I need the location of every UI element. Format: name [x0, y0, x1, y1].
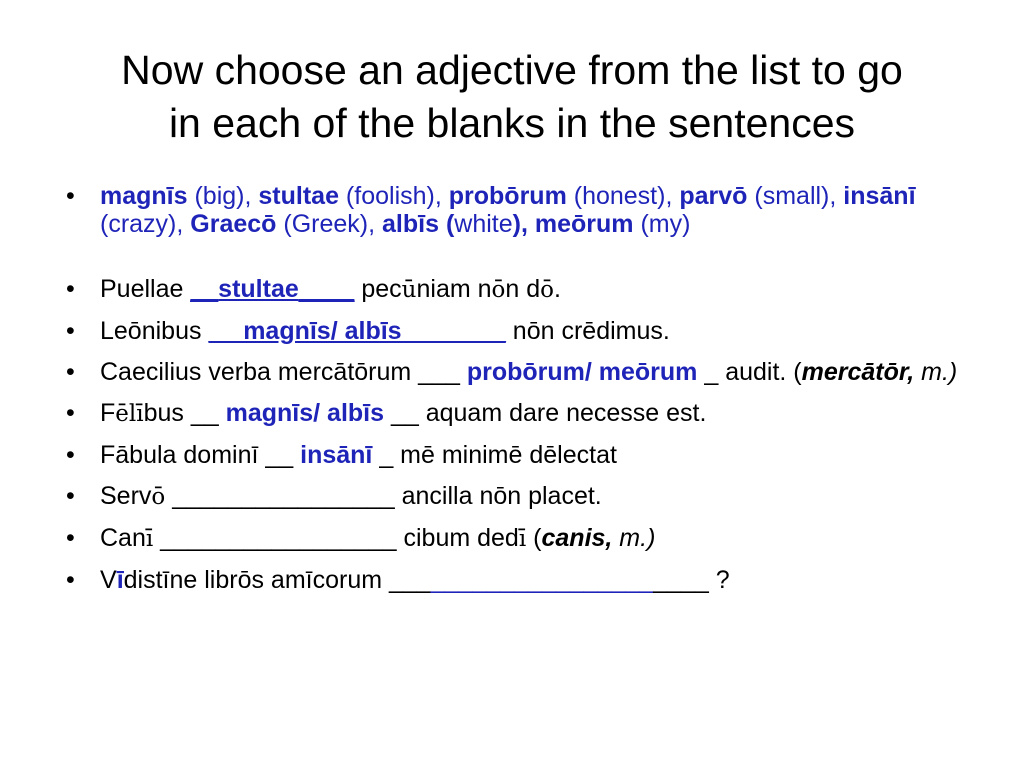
sentence-6	[60, 482, 960, 511]
s2-text-2: nōn crēdimus.	[505, 317, 670, 345]
sentence-2	[60, 317, 960, 345]
s8-text: V	[100, 566, 117, 594]
bullet-dot: •	[66, 275, 75, 303]
s8-blank-blue: ________________	[430, 566, 654, 594]
title-line-1: Now choose an adjective from the list to go	[121, 47, 903, 93]
s1-macron-2: ō	[491, 277, 506, 303]
s7-gloss-word: canis,	[541, 524, 613, 552]
meaning-white: white	[454, 210, 513, 238]
bullet-adjective-list	[60, 182, 960, 238]
s3-text: Caecilius verba mercātōrum ___	[100, 358, 467, 386]
meaning-greek: (Greek),	[276, 210, 383, 238]
bullet-dot: •	[66, 482, 75, 510]
s4-text: F	[100, 399, 116, 427]
adjective-magnis: magnīs	[100, 182, 188, 210]
s1-macron-3: ō	[540, 277, 555, 303]
s1-text-2: pec	[354, 275, 402, 303]
sentence-3	[60, 358, 960, 386]
meaning-foolish: (foolish),	[338, 182, 449, 210]
s3-gloss-gender: m.)	[914, 358, 958, 386]
adjective-meorum: ), meōrum	[512, 210, 634, 238]
bullet-dot: •	[66, 441, 75, 469]
adjective-insani: insānī	[843, 182, 916, 210]
s3-answer: probōrum/ meōrum	[466, 358, 698, 386]
sentence-4	[60, 399, 960, 428]
s4-text-3: __ aquam dare necesse est.	[384, 399, 707, 427]
s8-text-3: ____ ?	[653, 566, 730, 594]
sentence-7	[60, 524, 960, 553]
s1-answer: stultae	[218, 275, 299, 303]
s1-blank: __	[190, 275, 219, 303]
s7-text: Can	[100, 524, 146, 552]
sentence-1	[60, 275, 960, 304]
s6-macron: ō	[151, 484, 166, 510]
s6-text-2: ________________ ancilla nōn placet.	[165, 482, 602, 510]
title-line-2: in each of the blanks in the sentences	[168, 100, 856, 146]
adjective-parvo: parvō	[679, 182, 748, 210]
s5-answer: insānī	[300, 441, 373, 469]
s1-text: Puellae	[100, 275, 191, 303]
s5-text-2: _ mē minimē dēlectat	[372, 441, 617, 469]
s2-text: Leōnibus	[100, 317, 209, 345]
adjective-graeco: Graecō	[190, 210, 277, 238]
meaning-crazy: (crazy),	[100, 210, 191, 238]
s1-text-5: .	[554, 275, 561, 303]
adjective-proborum: probōrum	[448, 182, 567, 210]
s4-answer: magnīs/ albīs	[225, 399, 385, 427]
bullet-dot: •	[66, 566, 75, 594]
adjective-albis: albīs (	[382, 210, 455, 238]
bullet-dot: •	[66, 358, 75, 386]
s2-answer: __ magnīs/ albīs _______	[208, 317, 506, 345]
s8-macron: ī	[116, 566, 124, 594]
sentence-5	[60, 441, 960, 469]
s1-blank-end: ____	[298, 275, 355, 303]
s4-macron: ēlī	[115, 401, 144, 427]
s1-text-4: n d	[505, 275, 541, 303]
sentence-8	[60, 566, 960, 594]
bullet-dot: •	[66, 524, 75, 552]
bullet-dot: •	[66, 399, 75, 427]
meaning-big: (big),	[187, 182, 259, 210]
bullet-list	[60, 182, 960, 607]
s6-text: Serv	[100, 482, 152, 510]
s7-text-3: (	[526, 524, 542, 552]
s3-gloss-word: mercātōr,	[801, 358, 915, 386]
s8-text-2: distīne librōs amīcorum ___	[123, 566, 431, 594]
s1-text-3: niam n	[416, 275, 492, 303]
bullet-dot: •	[66, 182, 75, 210]
s3-text-2: _ audit. (	[697, 358, 802, 386]
s5-text: Fābula dominī __	[100, 441, 301, 469]
s7-macron-1: ī	[145, 526, 154, 552]
meaning-honest: (honest),	[566, 182, 680, 210]
s7-macron-2: ī	[518, 526, 527, 552]
s7-text-2: _________________ cibum ded	[153, 524, 519, 552]
s4-text-2: bus __	[143, 399, 226, 427]
s7-gloss-gender: m.)	[612, 524, 656, 552]
meaning-my: (my)	[633, 210, 691, 238]
s1-macron-1: ū	[401, 277, 417, 303]
bullet-dot: •	[66, 317, 75, 345]
slide-title	[60, 44, 964, 150]
meaning-small: (small),	[747, 182, 844, 210]
adjective-stultae: stultae	[258, 182, 339, 210]
